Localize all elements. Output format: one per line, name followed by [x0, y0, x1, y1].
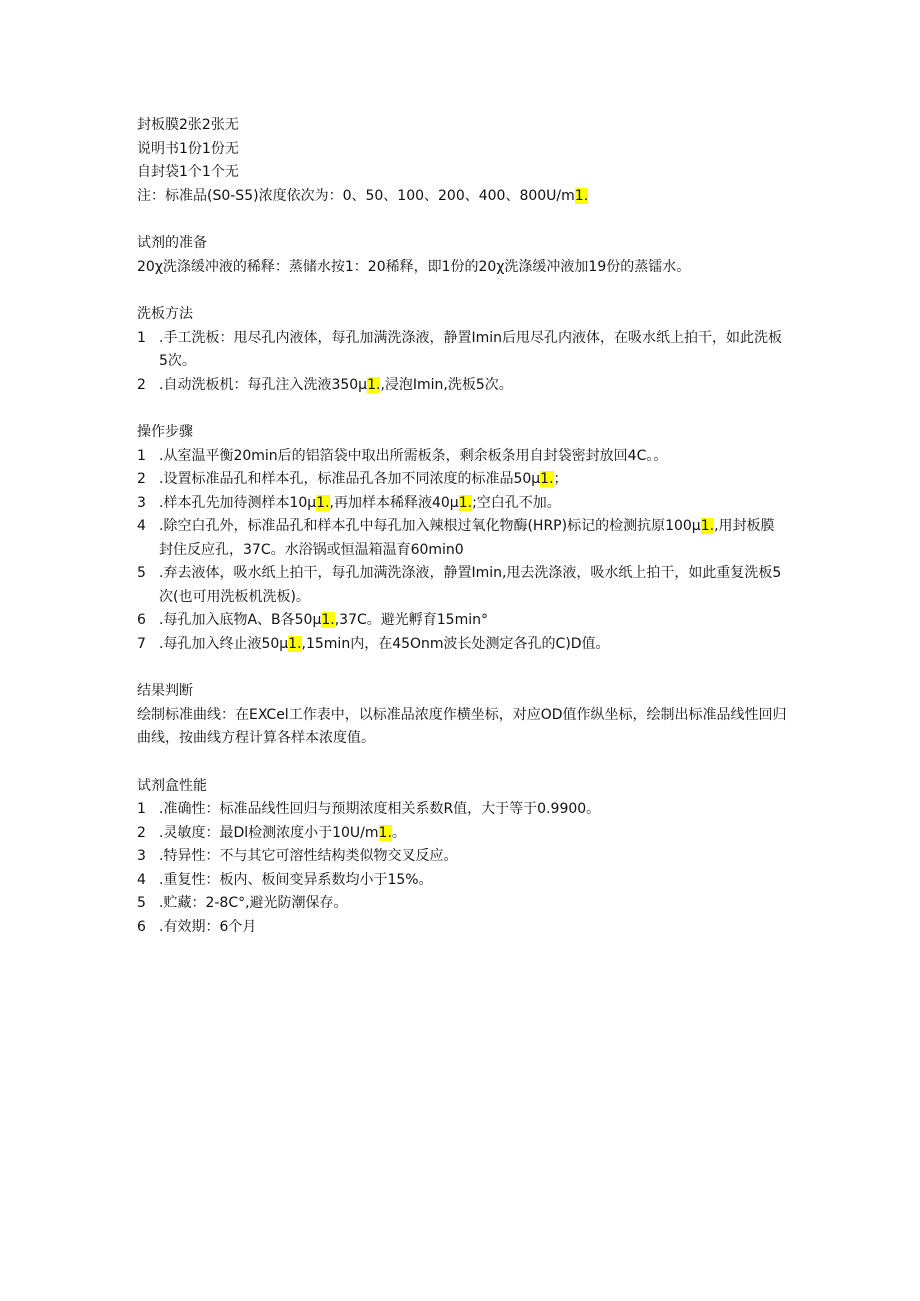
procedure-step-4	[137, 515, 787, 562]
performance-item-1	[137, 798, 787, 822]
note-text: 注：标准品(S0-S5)浓度依次为：0、50、100、200、400、800U/m	[137, 187, 575, 204]
highlighted-unit: 1.	[540, 471, 554, 487]
highlighted-unit: 1.	[316, 494, 330, 511]
procedure-step-7	[137, 633, 787, 657]
performance-item-2	[137, 822, 787, 846]
highlighted-unit: 1.	[378, 824, 392, 841]
step-number: 4	[137, 518, 146, 534]
item-text: .特异性：不与其它可溶性结构类似物交叉反应。	[159, 848, 458, 864]
standard-concentration-note	[137, 185, 787, 209]
step-text	[159, 374, 513, 398]
step-text-part: .样本孔先加待测样本10μ	[159, 494, 317, 511]
item-text-part: 。	[391, 824, 406, 841]
section-heading-reagent-prep: 试剂的准备	[137, 235, 207, 251]
item-number: 2	[137, 824, 146, 841]
step-number: 3	[137, 494, 146, 511]
step-text	[159, 468, 568, 492]
item-number: 1	[137, 801, 146, 817]
performance-item-4	[137, 869, 787, 893]
item-text	[159, 822, 406, 846]
step-number: 1	[137, 447, 146, 464]
step-text-part: .每孔加入终止液50μ	[159, 635, 289, 652]
item-text: .有效期：6个月	[159, 918, 257, 935]
step-number: 1	[137, 329, 146, 346]
step-text	[159, 515, 787, 562]
kit-item-manual: 说明书1份1份无	[137, 140, 239, 157]
item-text: .重复性：板内、板间变异系数均小于15%。	[159, 871, 433, 888]
step-text-part: .设置标准品孔和样本孔，标准品孔各加不同浓度的标准品50μ	[159, 471, 541, 487]
step-text-part: ;空白孔不加。	[472, 494, 561, 511]
step-text-part: ,浸泡Imin,洗板5次。	[380, 376, 513, 393]
step-text-part: .除空白孔外，标准品孔和样本孔中每孔加入辣根过氧化物酶(HRP)标记的检测抗原100μ	[159, 518, 701, 534]
step-text: .从室温平衡20min后的铝箔袋中取出所需板条，剩余板条用自封袋密封放回4C。。	[159, 447, 668, 464]
performance-item-6	[137, 916, 787, 940]
section-heading-results: 结果判断	[137, 683, 193, 699]
procedure-step-1	[137, 445, 787, 469]
step-number: 2	[137, 376, 146, 393]
step-text-part: ,用封板膜封住反应孔，37C。水浴锅或恒温箱温育60min0	[159, 518, 775, 558]
step-number: 6	[137, 612, 146, 628]
step-text	[159, 609, 488, 633]
document-page	[137, 114, 787, 939]
step-text: .手工洗板：甩尽孔内液体，每孔加满洗涤液，静置Imin后甩尽孔内液体，在吸水纸上拍干，如此洗板5次。	[159, 329, 782, 369]
item-number: 4	[137, 871, 146, 888]
washing-step-2	[137, 374, 787, 398]
item-text-part: .灵敏度：最Dl检测浓度小于10U/m	[159, 824, 379, 841]
procedure-step-3	[137, 492, 787, 516]
item-number: 3	[137, 848, 146, 864]
performance-item-5	[137, 892, 787, 916]
kit-item-ziplock-bag: 自封袋1个1个无	[137, 164, 239, 180]
step-text	[159, 492, 561, 516]
step-text-part: ,15min内，在45Onm波长处测定各孔的C)D值。	[301, 635, 610, 652]
section-heading-washing: 洗板方法	[137, 306, 193, 322]
highlighted-unit: 1.	[574, 187, 589, 204]
procedure-step-6	[137, 609, 787, 633]
results-text: 绘制标准曲线：在EXCel工作表中，以标准品浓度作横坐标，对应OD值作纵坐标，绘制出标准品线性回归曲线，按曲线方程计算各样本浓度值。	[137, 706, 787, 746]
item-text: .贮藏：2-8C°,避光防潮保存。	[159, 895, 348, 911]
procedure-step-5	[137, 562, 787, 609]
step-text-part: ；	[553, 471, 568, 487]
item-text: .准确性：标准品线性回归与预期浓度相关系数R值，大于等于0.9900。	[159, 801, 601, 817]
step-number: 7	[137, 635, 146, 652]
highlighted-unit: 1.	[288, 635, 302, 652]
step-text-part: ,37C。避光孵育15min°	[334, 612, 488, 628]
step-text-part: .每孔加入底物A、B各50μ	[159, 612, 322, 628]
washing-step-1	[137, 327, 787, 374]
procedure-step-2	[137, 468, 787, 492]
reagent-prep-text: 20χ洗涤缓冲液的稀释：蒸储水按1：20稀释，即1份的20χ洗涤缓冲液加19份的蒸镭水。	[137, 258, 691, 275]
step-text	[159, 633, 610, 657]
section-heading-procedure: 操作步骤	[137, 424, 193, 440]
highlighted-unit: 1.	[458, 494, 473, 511]
kit-item-sealing-film: 封板膜2张2张无	[137, 117, 239, 133]
item-number: 6	[137, 918, 146, 935]
section-heading-performance: 试剂盒性能	[137, 777, 207, 794]
highlighted-unit: 1.	[321, 612, 335, 628]
item-number: 5	[137, 895, 146, 911]
step-text: .弃去液体，吸水纸上拍干，每孔加满洗涤液，静置Imin,甩去洗涤液，吸水纸上拍干，如此重复洗板5次(也可用洗板机洗板)。	[159, 565, 782, 605]
performance-item-3	[137, 845, 787, 869]
highlighted-unit: 1.	[367, 376, 381, 393]
step-text-part: .自动洗板机：每孔注入洗液350μ	[159, 376, 368, 393]
step-number: 2	[137, 471, 146, 487]
step-text-part: ,再加样本稀释液40μ	[329, 494, 459, 511]
step-number: 5	[137, 565, 146, 581]
highlighted-unit: 1.	[700, 518, 715, 534]
